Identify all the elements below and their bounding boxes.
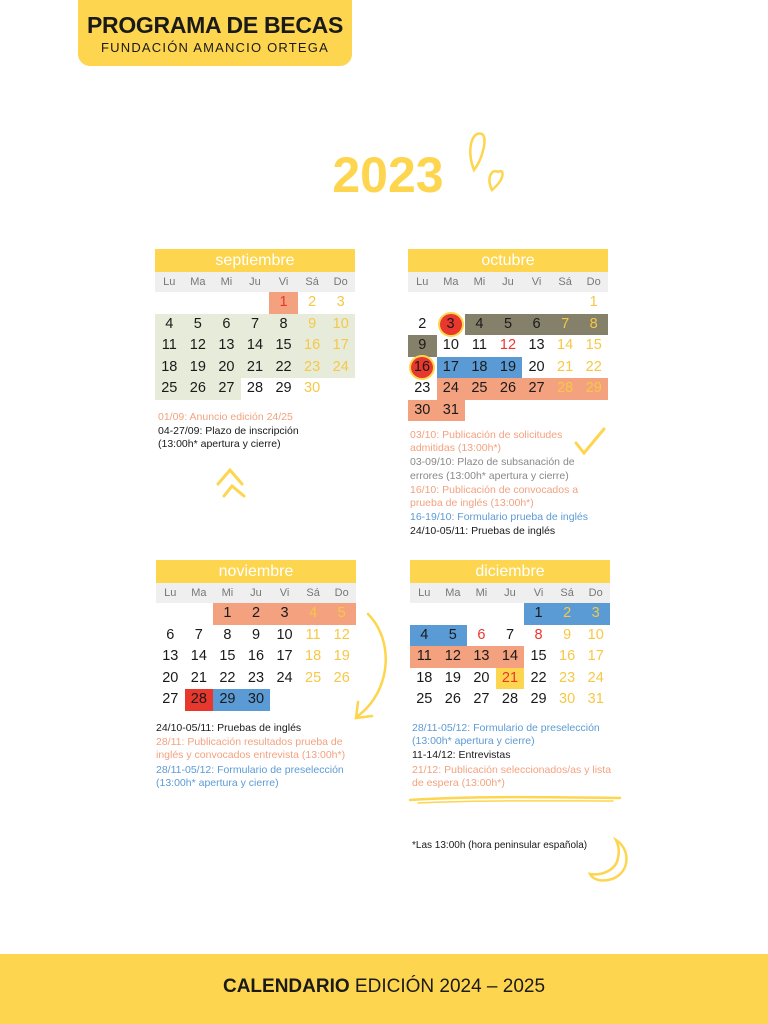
- calendar-note: 01/09: Anuncio edición 24/25: [158, 411, 293, 423]
- day-cell: 23: [247, 669, 265, 686]
- day-cell: 16: [411, 357, 433, 379]
- day-cell: 5: [184, 314, 213, 336]
- weekday-header: [410, 583, 610, 603]
- day-cell: 23: [298, 357, 327, 379]
- day-cell: 26: [184, 378, 213, 400]
- day-cell: 28: [246, 380, 264, 396]
- weekday-label: Mi: [473, 276, 486, 288]
- day-cell: 11: [155, 335, 184, 357]
- day-cell: 12: [333, 626, 350, 643]
- timezone-note: *Las 13:00h (hora peninsular española): [412, 840, 588, 851]
- day-cell: 27: [162, 691, 179, 707]
- weekday-label: Do: [333, 276, 348, 288]
- weekday-label: Sá: [306, 587, 320, 599]
- day-cell: 7: [194, 626, 203, 643]
- calendar-note: 16-19/10: Formulario prueba de inglés: [410, 511, 589, 524]
- chevron-up-doodle: [212, 462, 252, 502]
- day-cell: 15: [585, 337, 602, 353]
- day-cell: 4: [299, 603, 328, 625]
- notes-november: [156, 722, 366, 791]
- day-cell: 2: [418, 315, 427, 332]
- day-cell: 31: [587, 691, 604, 707]
- day-cell: 24: [326, 357, 355, 379]
- weekday-label: Sá: [305, 276, 319, 288]
- day-cell: 17: [587, 648, 604, 664]
- program-title: PROGRAMA DE BECAS: [86, 12, 343, 38]
- weekday-label: Ju: [504, 587, 516, 599]
- weekday-label: Lu: [418, 587, 431, 599]
- day-cell: 30: [559, 691, 576, 707]
- day-cell: 14: [496, 646, 525, 668]
- program-logo: [78, 0, 352, 66]
- month-header: septiembre: [155, 249, 355, 272]
- day-cell: 28: [501, 691, 519, 707]
- day-cell: 26: [494, 378, 523, 400]
- day-cell: 12: [184, 335, 213, 357]
- day-cell: 10: [276, 626, 293, 643]
- day-cell: 5: [439, 625, 468, 647]
- day-cell: 20: [473, 669, 490, 686]
- day-cell: 3: [336, 294, 345, 310]
- day-cell: 19: [444, 669, 461, 686]
- day-cell: 14: [241, 335, 270, 357]
- day-cell: 25: [305, 669, 322, 686]
- day-cell: 18: [416, 669, 433, 686]
- day-cell: 4: [410, 625, 439, 647]
- weekday-label: Mi: [221, 587, 234, 599]
- weekday-label: Vi: [279, 587, 290, 599]
- weekday-header: [156, 583, 356, 603]
- calendar-note: 03/10: Publicación de solicitudes admitidas (13:00h*): [410, 429, 563, 455]
- weekday-label: Sá: [558, 276, 572, 288]
- day-cell: 26: [444, 691, 461, 707]
- day-cell: 11: [471, 337, 487, 353]
- notes-september: [158, 411, 338, 453]
- day-cell: 6: [212, 314, 241, 336]
- curved-arrow-doodle: [348, 610, 398, 725]
- weekday-label: Mi: [220, 276, 233, 288]
- calendar-note: 28/11: Publicación resultados prueba de inglés y convocados entrevista (13:00h*): [156, 736, 346, 762]
- day-cell: 29: [213, 689, 242, 711]
- day-cell: 22: [585, 358, 602, 375]
- day-cell: 6: [166, 626, 175, 643]
- day-cell: 15: [530, 648, 547, 664]
- day-cell: 1: [213, 603, 242, 625]
- weekday-label: Ma: [443, 276, 459, 288]
- day-cell: 23: [414, 380, 431, 396]
- day-cell: 31: [437, 400, 466, 422]
- day-cell: 22: [219, 669, 236, 686]
- calendar-note: 28/11-05/12: Formulario de preselección (13:00h* apertura y cierre): [412, 722, 600, 748]
- weekday-label: Ma: [445, 587, 461, 599]
- day-cell: 2: [553, 603, 582, 625]
- month-header: octubre: [408, 249, 608, 272]
- day-cell: 9: [408, 335, 437, 357]
- day-cell: 2: [308, 294, 317, 310]
- day-cell: 6: [477, 626, 486, 643]
- calendar-note: 03-09/10: Plazo de subsanación de errores (13:00h* apertura y cierre): [410, 456, 575, 482]
- day-cell: 7: [241, 314, 270, 336]
- day-cell: 12: [499, 337, 517, 353]
- day-cell: 14: [557, 337, 574, 353]
- day-cell: 25: [465, 378, 494, 400]
- day-cell: 18: [465, 357, 494, 379]
- day-cell: 11: [305, 626, 321, 643]
- day-cell: 2: [242, 603, 271, 625]
- day-cell: 3: [270, 603, 299, 625]
- day-cell: 24: [587, 669, 604, 686]
- day-cell: 18: [305, 648, 322, 664]
- day-cell: 30: [408, 400, 437, 422]
- footer-text: [0, 976, 768, 998]
- day-cell: 30: [242, 689, 271, 711]
- day-cell: 11: [410, 646, 439, 668]
- day-cell: 9: [563, 626, 572, 643]
- weekday-label: Ma: [190, 276, 206, 288]
- day-cell: 1: [589, 294, 598, 310]
- day-cell: 3: [440, 314, 462, 336]
- day-cell: 13: [467, 646, 496, 668]
- day-cell: 29: [530, 691, 547, 707]
- day-cell: 19: [184, 357, 213, 379]
- day-cell: 16: [559, 648, 576, 664]
- day-cell: 21: [496, 668, 525, 690]
- day-cell: 1: [524, 603, 553, 625]
- day-cell: 15: [269, 335, 298, 357]
- day-cell: 9: [298, 314, 327, 336]
- footer-bold: CALENDARIO: [222, 976, 350, 997]
- weekday-label: Lu: [416, 276, 429, 288]
- day-cell: 10: [587, 626, 604, 643]
- weekday-header: [408, 272, 608, 292]
- day-cell: 10: [442, 337, 459, 353]
- weekday-label: Do: [334, 587, 349, 599]
- month-header: noviembre: [156, 560, 356, 583]
- day-cell: 8: [223, 626, 232, 643]
- day-cell: 1: [269, 292, 298, 314]
- program-subtitle: FUNDACIÓN AMANCIO ORTEGA: [101, 40, 329, 55]
- day-cell: 20: [528, 358, 545, 375]
- day-cell: 4: [155, 314, 184, 336]
- checkmark-doodle: [572, 425, 608, 457]
- footer-banner: [0, 954, 768, 1024]
- day-cell: 16: [298, 335, 327, 357]
- day-cell: 23: [559, 669, 576, 686]
- calendar-note: 24/10-05/11: Pruebas de inglés: [410, 525, 556, 538]
- day-cell: 30: [304, 380, 321, 396]
- moon-doodle: [586, 836, 636, 886]
- day-cell: 28: [185, 689, 214, 711]
- calendar-note: 21/12: Publicación seleccionados/as y lista de espera (13:00h*): [412, 763, 612, 789]
- day-cell: 19: [494, 357, 523, 379]
- day-cell: 8: [534, 626, 543, 643]
- month-october: [408, 249, 608, 418]
- weekday-label: Ma: [191, 587, 207, 599]
- weekday-label: Vi: [278, 276, 289, 288]
- day-cell: 27: [522, 378, 551, 400]
- day-cell: 13: [528, 337, 545, 353]
- day-cell: 12: [439, 646, 468, 668]
- day-cell: 3: [581, 603, 610, 625]
- day-cell: 26: [333, 669, 350, 686]
- day-cell: 6: [522, 314, 551, 336]
- day-cell: 22: [269, 357, 298, 379]
- day-cell: 20: [162, 669, 179, 686]
- day-cell: 15: [219, 648, 236, 664]
- weekday-label: Ju: [249, 276, 261, 288]
- weekday-label: Lu: [163, 276, 176, 288]
- calendar-note: 04-27/09: Plazo de inscripción (13:00h* apertura y cierre): [158, 425, 299, 451]
- day-cell: 17: [276, 648, 293, 664]
- month-november: [156, 560, 356, 707]
- weekday-label: Sá: [560, 587, 574, 599]
- day-cell: 18: [155, 357, 184, 379]
- underline-doodle: [408, 793, 623, 805]
- year-title: 2023: [332, 147, 444, 203]
- day-cell: 20: [212, 357, 241, 379]
- day-cell: 19: [333, 648, 350, 664]
- day-cell: 5: [327, 603, 356, 625]
- day-cell: 8: [269, 314, 298, 336]
- month-september: [155, 249, 355, 396]
- calendar-note: 24/10-05/11: Pruebas de inglés: [156, 722, 302, 734]
- day-cell: 24: [437, 378, 466, 400]
- month-december: [410, 560, 610, 707]
- day-cell: 27: [473, 691, 490, 707]
- day-cell: 22: [530, 669, 547, 686]
- day-cell: 21: [557, 358, 574, 375]
- day-cell: 14: [190, 648, 207, 664]
- calendar-note: 16/10: Publicación de convocados a prueba de inglés (13:00h*): [410, 483, 579, 510]
- day-cell: 29: [275, 380, 292, 396]
- weekday-label: Ju: [502, 276, 514, 288]
- weekday-label: Ju: [250, 587, 262, 599]
- calendar-note: 11-14/12: Entrevistas: [412, 749, 511, 762]
- weekday-label: Mi: [475, 587, 488, 599]
- day-cell: 25: [155, 378, 184, 400]
- weekday-label: Do: [586, 276, 601, 288]
- day-cell: 8: [579, 314, 608, 336]
- weekday-label: Vi: [533, 587, 544, 599]
- hearts-doodle: [462, 120, 512, 200]
- day-cell: 9: [251, 626, 261, 643]
- weekday-label: Do: [588, 587, 603, 599]
- day-cell: 21: [241, 357, 270, 379]
- day-cell: 29: [579, 378, 608, 400]
- day-cell: 25: [416, 691, 433, 707]
- notes-december: [412, 722, 622, 791]
- day-cell: 24: [276, 669, 293, 686]
- day-cell: 28: [551, 378, 580, 400]
- day-cell: 27: [212, 378, 241, 400]
- day-cell: 21: [190, 669, 207, 686]
- day-cell: 7: [551, 314, 580, 336]
- day-cell: 10: [326, 314, 355, 336]
- day-cell: 13: [162, 648, 179, 664]
- day-cell: 17: [437, 357, 466, 379]
- weekday-label: Lu: [164, 587, 177, 599]
- footer-rest: EDICIÓN 2024 – 2025: [349, 976, 546, 997]
- day-cell: 5: [494, 314, 523, 336]
- weekday-label: Vi: [531, 276, 542, 288]
- month-header: diciembre: [410, 560, 610, 583]
- calendar-note: 28/11-05/12: Formulario de preselección (13:00h* apertura y cierre): [156, 763, 344, 789]
- day-cell: 17: [326, 335, 355, 357]
- day-cell: 4: [465, 314, 494, 336]
- day-cell: 13: [212, 335, 241, 357]
- weekday-header: [155, 272, 355, 292]
- day-cell: 7: [505, 626, 515, 643]
- day-cell: 16: [247, 648, 265, 664]
